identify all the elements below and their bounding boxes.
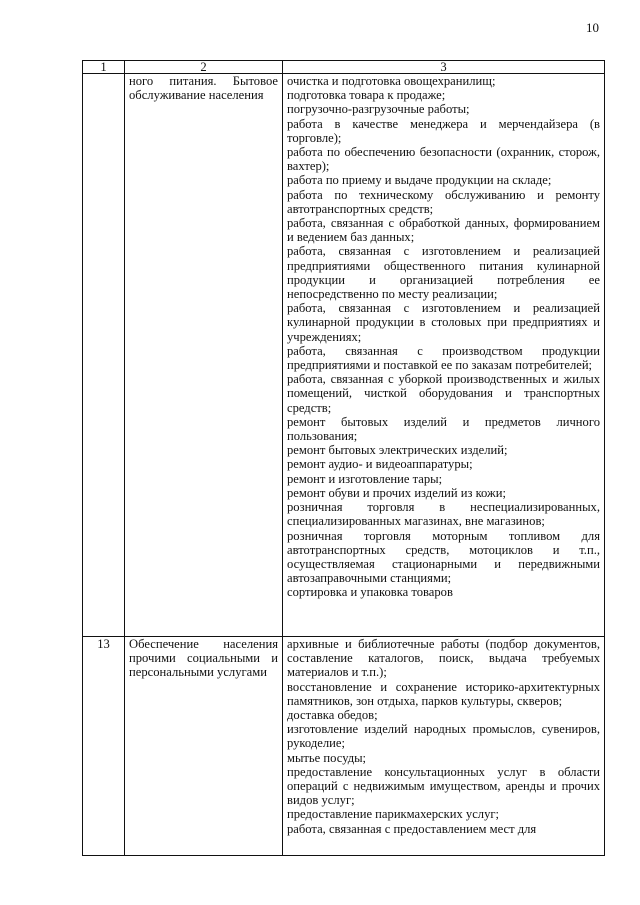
activity-item: изготовление изделий народных промыслов, сувениров, рукоделие; xyxy=(287,722,600,751)
activity-item: сортировка и упаковка товаров xyxy=(287,585,453,600)
activity-item: работа, связанная с изготовлением и реализацией кулинарной продукции в столовых при предприятиях и учреждениях; xyxy=(287,301,600,344)
table-row xyxy=(83,74,605,637)
header-row xyxy=(83,61,605,74)
row-number: 13 xyxy=(83,637,125,856)
activity-item: архивные и библиотечные работы (подбор документов, составление каталогов, поиск, выдача требуемых материалов и т.п.); xyxy=(287,637,600,680)
activity-item: работа, связанная с обработкой данных, формированием и ведением баз данных; xyxy=(287,216,600,245)
activity-item: ремонт и изготовление тары; xyxy=(287,471,443,486)
activity-list xyxy=(283,637,605,856)
service-category: ного питания. Бытовое обслуживание населения xyxy=(125,74,283,637)
activity-item: работа, связанная с предоставлением мест для xyxy=(287,821,537,836)
activity-item: работа по обеспечению безопасности (охранник, сторож, вахтер); xyxy=(287,145,600,174)
activity-item: предоставление консультационных услуг в области операций с недвижимым имуществом, аренды и прочих видов услуг; xyxy=(287,764,600,808)
activities-table xyxy=(82,60,605,856)
activity-item: розничная торговля моторным топливом для автотранспортных средств, мотоциклов и т.п., осуществляемая стационарными и передвижными автозаправочными станциями; xyxy=(287,528,600,586)
activity-item: розничная торговля в неспециализированных, специализированных магазинах, вне магазинов; xyxy=(287,500,600,529)
activity-item: мытье посуды; xyxy=(287,750,367,765)
activity-list xyxy=(283,74,605,637)
table-row xyxy=(83,637,605,856)
activity-item: восстановление и сохранение историко-архитектурных памятников, зон отдыха, парков культуры, скверов; xyxy=(287,679,600,708)
header-cell-3: 3 xyxy=(283,61,605,74)
activity-item: очистка и подготовка овощехранилищ; xyxy=(287,74,496,88)
activity-item: предоставление парикмахерских услуг; xyxy=(287,807,500,822)
activity-item: подготовка товара к продаже; xyxy=(287,88,446,103)
page-number: 10 xyxy=(586,20,599,35)
activity-item: работа по техническому обслуживанию и ремонту автотранспортных средств; xyxy=(287,187,600,216)
activity-item: погрузочно-разгрузочные работы; xyxy=(287,102,470,117)
row-number xyxy=(83,74,125,637)
header-cell-1: 1 xyxy=(83,61,125,74)
activity-item: работа, связанная с производством продукции предприятиями и поставкой ее по заказам потребителей; xyxy=(287,343,600,373)
activity-item: ремонт бытовых электрических изделий; xyxy=(287,443,508,458)
activity-item: ремонт аудио- и видеоаппаратуры; xyxy=(287,457,473,472)
activity-item: ремонт обуви и прочих изделий из кожи; xyxy=(287,485,506,500)
header-cell-2: 2 xyxy=(125,61,283,74)
activity-item: работа, связанная с уборкой производственных и жилых помещений, чисткой оборудования и транспортных средств; xyxy=(287,372,600,415)
activity-item: работа в качестве менеджера и мерчендайзера (в торговле); xyxy=(287,116,600,145)
service-category: Обеспечение населения прочими социальными и персональными услугами xyxy=(125,637,283,856)
activity-item: работа по приему и выдаче продукции на складе; xyxy=(287,173,552,188)
activity-item: ремонт бытовых изделий и предметов личного пользования; xyxy=(287,414,600,444)
activity-item: доставка обедов; xyxy=(287,708,378,723)
activity-item: работа, связанная с изготовлением и реализацией предприятиями общественного питания кулинарной продукции и организацией потребления ее непосредственно по месту реализации; xyxy=(287,244,600,302)
